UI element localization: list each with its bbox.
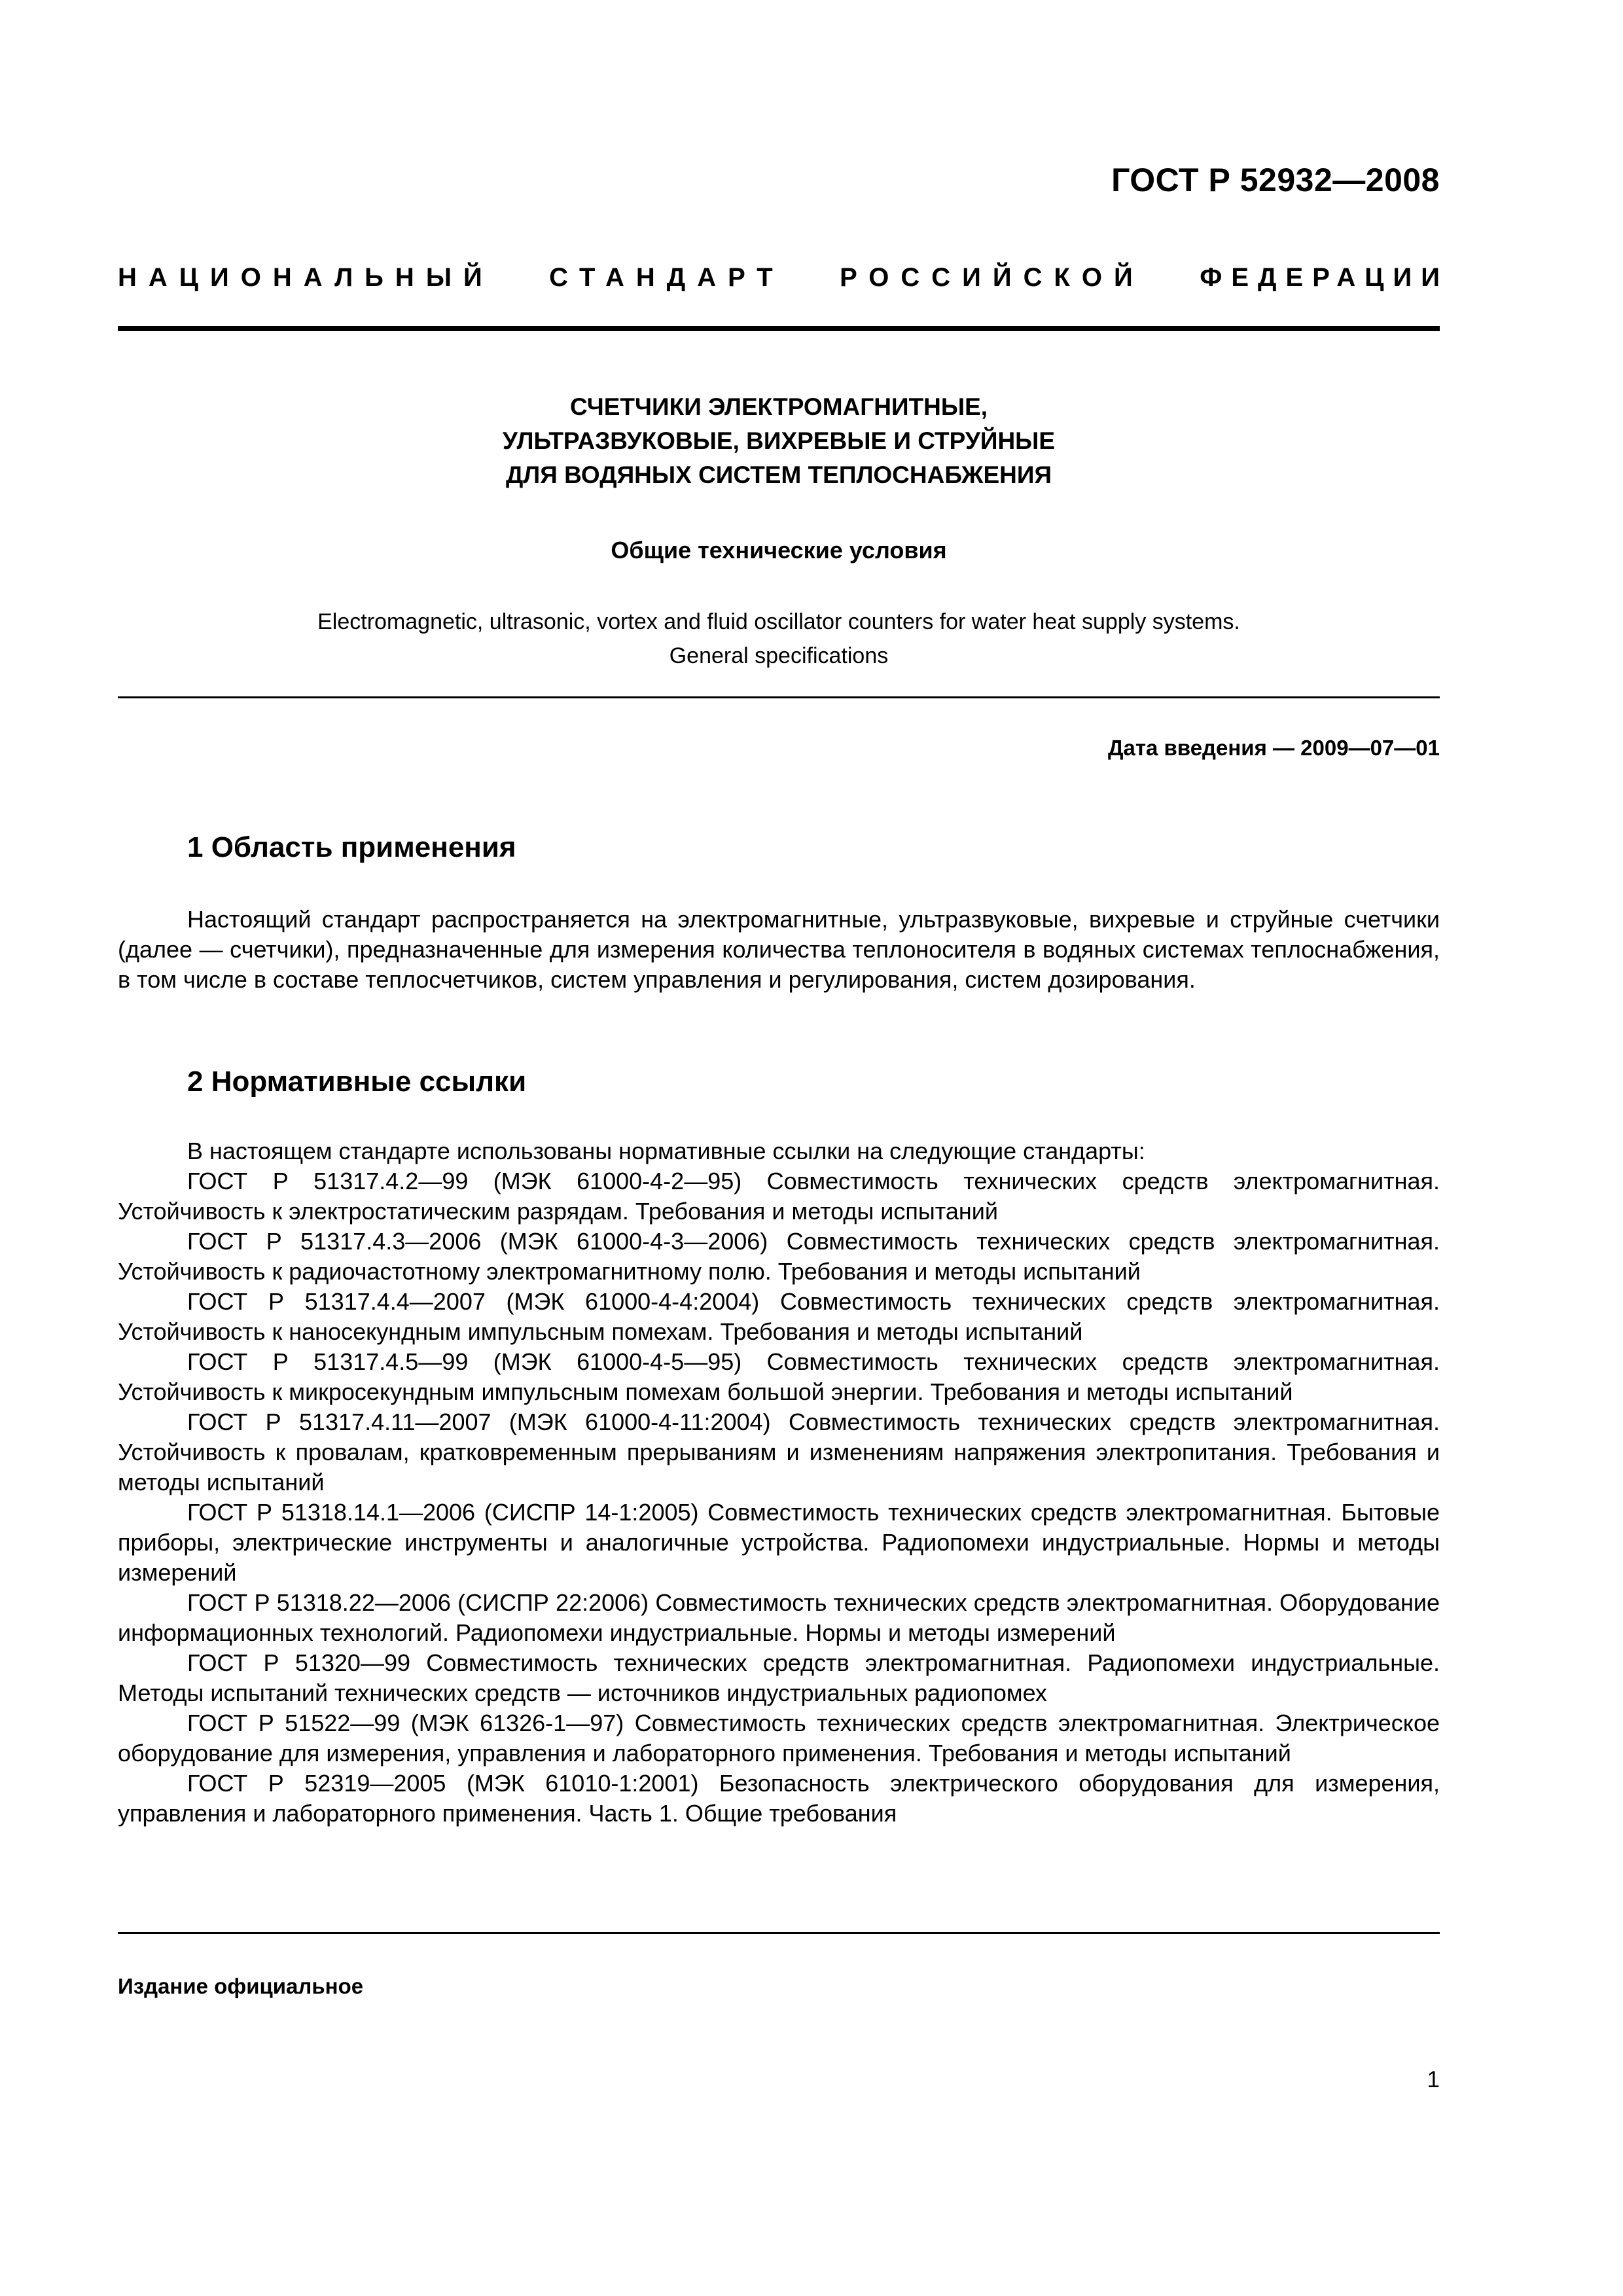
banner-word: СТАНДАРТ xyxy=(549,263,785,292)
title-line: ДЛЯ ВОДЯНЫХ СИСТЕМ ТЕПЛОСНАБЖЕНИЯ xyxy=(505,461,1052,488)
reference-item: ГОСТ Р 51318.14.1—2006 (СИСПР 14-1:2005) Совместимость технических средств электромагнитная. Бытовые приборы, электрические инструменты и аналогичные устройства. Радиопомехи индустриальные. Нормы и методы измерений xyxy=(118,1499,1440,1586)
paragraph: В настоящем стандарте использованы нормативные ссылки на следующие стандарты: xyxy=(187,1138,1145,1164)
section-heading-scope: 1 Область применения xyxy=(187,831,516,863)
section-references-body xyxy=(118,1136,1440,1829)
document-page xyxy=(118,0,1449,2296)
reference-item: ГОСТ Р 51317.4.4—2007 (МЭК 61000-4-4:2004) Совместимость технических средств электромагнитная. Устойчивость к наносекундным импульсным помехам. Требования и методы испытаний xyxy=(118,1288,1440,1345)
english-title-line: Electromagnetic, ultrasonic, vortex and fluid oscillator counters for water heat supply systems. xyxy=(317,609,1240,634)
english-title-line: General specifications xyxy=(669,643,889,668)
reference-item: ГОСТ Р 51320—99 Совместимость технических средств электромагнитная. Радиопомехи индустриальные. Методы испытаний технических средств — источников индустриальных радиопомех xyxy=(118,1649,1440,1706)
footer-divider xyxy=(118,1932,1440,1934)
banner-word: НАЦИОНАЛЬНЫЙ xyxy=(118,263,494,292)
section-scope-body xyxy=(118,905,1440,995)
section-heading-references: 2 Нормативные ссылки xyxy=(187,1066,527,1098)
title-line: СЧЕТЧИКИ ЭЛЕКТРОМАГНИТНЫЕ, xyxy=(569,393,988,420)
reference-item: ГОСТ Р 51317.4.11—2007 (МЭК 61000-4-11:2004) Совместимость технических средств электромагнитная. Устойчивость к провалам, кратковременным прерываниям и изменениям напряжения электропитания. Требования и методы испытаний xyxy=(118,1408,1440,1496)
paragraph: Настоящий стандарт распространяется на электромагнитные, ультразвуковые, вихревые и струйные счетчики (далее — счетчики), предназначенные для измерения количества теплоносителя в водяных системах теплоснабжения, в том числе в составе теплосчетчиков, систем управления и регулирования, систем дозирования. xyxy=(118,906,1440,993)
banner-word: РОССИЙСКОЙ xyxy=(840,263,1145,292)
banner-word: ФЕДЕРАЦИИ xyxy=(1200,263,1449,292)
reference-item: ГОСТ Р 51317.4.2—99 (МЭК 61000-4-2—95) Совместимость технических средств электромагнитная. Устойчивость к электростатическим разрядам. Требования и методы испытаний xyxy=(118,1168,1440,1225)
header-divider xyxy=(118,326,1440,331)
page-number: 1 xyxy=(1427,2067,1440,2092)
title-line: УЛЬТРАЗВУКОВЫЕ, ВИХРЕВЫЕ И СТРУЙНЫЕ xyxy=(502,427,1056,454)
english-title xyxy=(118,605,1440,673)
reference-item: ГОСТ Р 51318.22—2006 (СИСПР 22:2006) Совместимость технических средств электромагнитная. Оборудование информационных технологий. Радиопомехи индустриальные. Нормы и методы измерений xyxy=(118,1589,1440,1646)
reference-item: ГОСТ Р 51317.4.5—99 (МЭК 61000-4-5—95) Совместимость технических средств электромагнитная. Устойчивость к микросекундным импульсным помехам большой энергии. Требования и методы испытаний xyxy=(118,1348,1440,1405)
official-edition-label: Издание официальное xyxy=(118,1974,364,1998)
reference-item: ГОСТ Р 51317.4.3—2006 (МЭК 61000-4-3—2006) Совместимость технических средств электромагнитная. Устойчивость к радиочастотному электромагнитному полю. Требования и методы испытаний xyxy=(118,1228,1440,1285)
document-number: ГОСТ Р 52932—2008 xyxy=(1111,162,1440,198)
document-subtitle: Общие технические условия xyxy=(611,537,947,564)
document-title xyxy=(118,390,1440,492)
title-divider xyxy=(118,696,1440,698)
national-standard-banner xyxy=(118,263,1449,293)
reference-item: ГОСТ Р 51522—99 (МЭК 61326-1—97) Совместимость технических средств электромагнитная. Электрическое оборудование для измерения, управления и лабораторного применения. Требования и методы испытаний xyxy=(118,1710,1440,1767)
reference-item: ГОСТ Р 52319—2005 (МЭК 61010-1:2001) Безопасность электрического оборудования для измерения, управления и лабораторного применения. Часть 1. Общие требования xyxy=(118,1770,1440,1827)
introduction-date: Дата введения — 2009—07—01 xyxy=(1108,736,1440,760)
